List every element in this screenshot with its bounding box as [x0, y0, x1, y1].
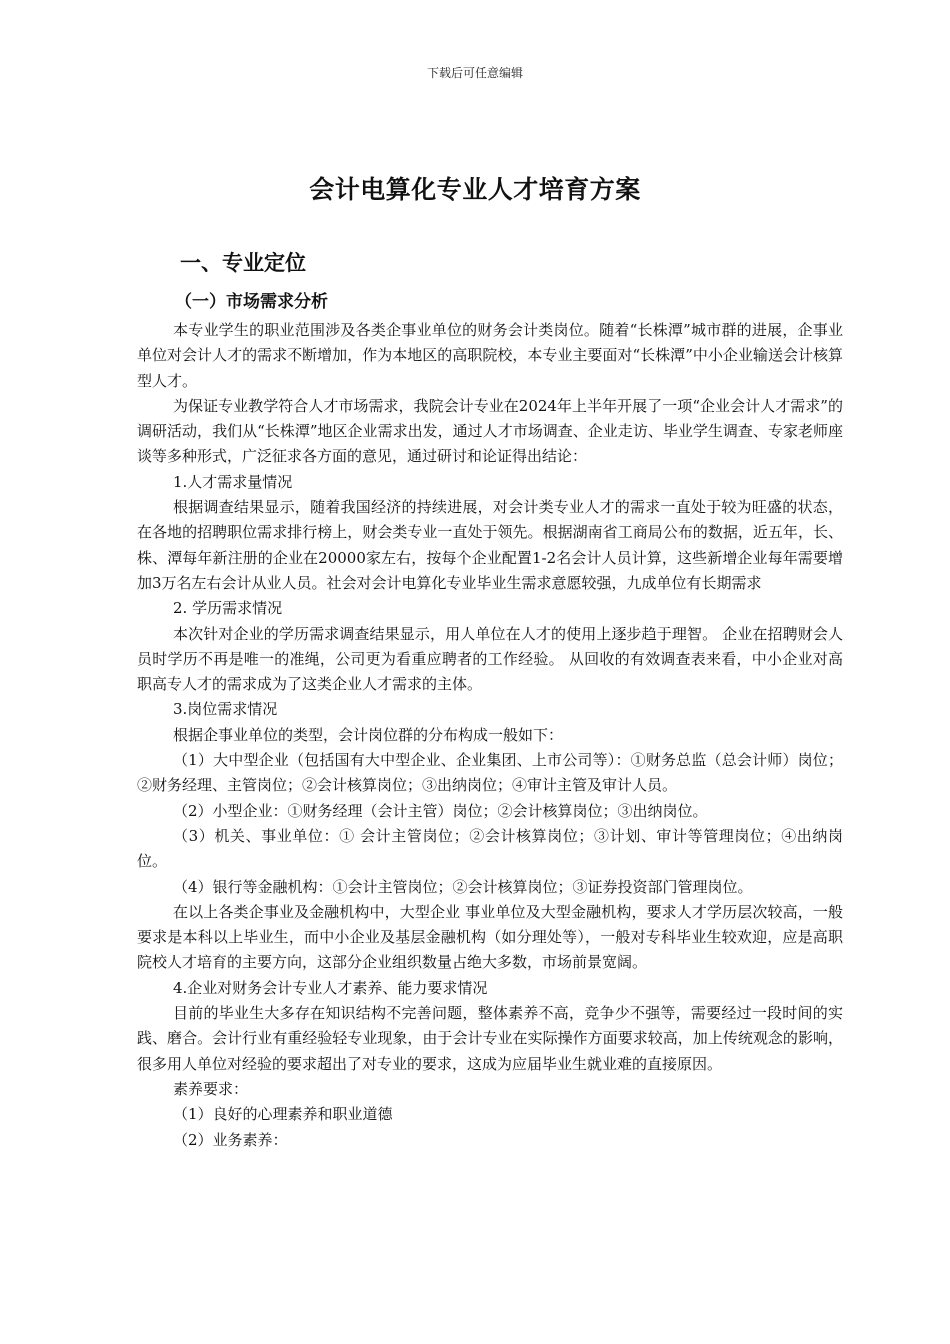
list-heading: 1.人才需求量情况 [173, 472, 293, 491]
paragraph: 根据企事业单位的类型，会计岗位群的分布构成一般如下： [173, 725, 564, 744]
list-item: （1）良好的心理素养和职业道德 [173, 1105, 393, 1124]
page-header: 下载后可任意编辑 [426, 66, 523, 80]
list-item: （2）小型企业：①财务经理（会计主管）岗位；②会计核算岗位；③出纳岗位。 [173, 801, 708, 820]
list-item: （2）业务素养： [173, 1130, 288, 1149]
list-heading: 4.企业对财务会计专业人才素养、能力要求情况 [173, 978, 488, 997]
paragraph: 本次针对企业的学历需求调查结果显示，用人单位在人才的使用上逐步趋于理智。 企业在招聘财会人员时学历不再是唯一的准绳，公司更为看重应聘者的工作经验。 从回收的有效调查表来看，中小企业对高职高专人才的需求成为了这类企业人才需求的主体。 [137, 624, 843, 694]
document-title: 会计电算化专业人才培育方案 [309, 175, 641, 204]
paragraph: 目前的毕业生大多存在知识结构不完善问题，整体素养不高，竞争少不强等，需要经过一段时间的实践、磨合。会计行业有重经验轻专业现象，由于会计专业在实际操作方面要求较高，加上传统观念的影响，很多用人单位对经验的要求超出了对专业的要求，这成为应届毕业生就业难的直接原因。 [137, 1004, 843, 1073]
paragraph: 素养要求： [173, 1079, 249, 1098]
paragraph: 在以上各类企事业及金融机构中，大型企业 事业单位及大型金融机构，要求人才学历层次较高，一般要求是本科以上毕业生，而中小企业及基层金融机构（如分理处等），一般对专科毕业生较欢迎，应是高职院校人才培育的主要方向，这部分企业组织数量占绝大多数，市场前景宽阔。 [137, 902, 843, 972]
list-item: （3）机关、事业单位：① 会计主管岗位；②会计核算岗位；③计划、审计等管理岗位；④出纳岗位。 [137, 826, 843, 871]
list-item: （1）大中型企业（包括国有大中型企业、企业集团、上市公司等）：①财务总监（总会计师）岗位；②财务经理、主管岗位；②会计核算岗位；③出纳岗位；④审计主管及审计人员。 [137, 751, 843, 795]
subsection-heading: （一）市场需求分析 [175, 292, 328, 312]
section-heading: 一、专业定位 [180, 251, 306, 275]
paragraph: 根据调查结果显示，随着我国经济的持续进展，对会计类专业人才的需求一直处于较为旺盛的状态，在各地的招聘职位需求排行榜上，财会类专业一直处于领先。根据湖南省工商局公布的数据，近五年，长、株、潭每年新注册的企业在20000家左右，按每个企业配置1-2名会计人员计算，这些新增企业每年需要增加3万名左右会计从业人员。社会对会计电算化专业毕业生需求意愿较强，九成单位有长期需求 [137, 498, 843, 592]
document-body [137, 318, 843, 1153]
list-item: （4）银行等金融机构：①会计主管岗位；②会计核算岗位；③证券投资部门管理岗位。 [173, 877, 753, 896]
paragraph: 本专业学生的职业范围涉及各类企事业单位的财务会计类岗位。随着“长株潭”城市群的进展，企事业单位对会计人才的需求不断增加，作为本地区的高职院校，本专业主要面对“长株潭”中小企业输送会计核算型人才。 [137, 321, 843, 390]
list-heading: 3.岗位需求情况 [173, 700, 278, 719]
paragraph: 为保证专业教学符合人才市场需求，我院会计专业在2024年上半年开展了一项“企业会计人才需求”的调研活动，我们从“长株潭”地区企业需求出发，通过人才市场调查、企业走访、毕业学生调查、专家老师座谈等多种形式，广泛征求各方面的意见，通过研讨和论证得出结论： [137, 396, 843, 466]
list-heading: 2. 学历需求情况 [173, 599, 283, 618]
